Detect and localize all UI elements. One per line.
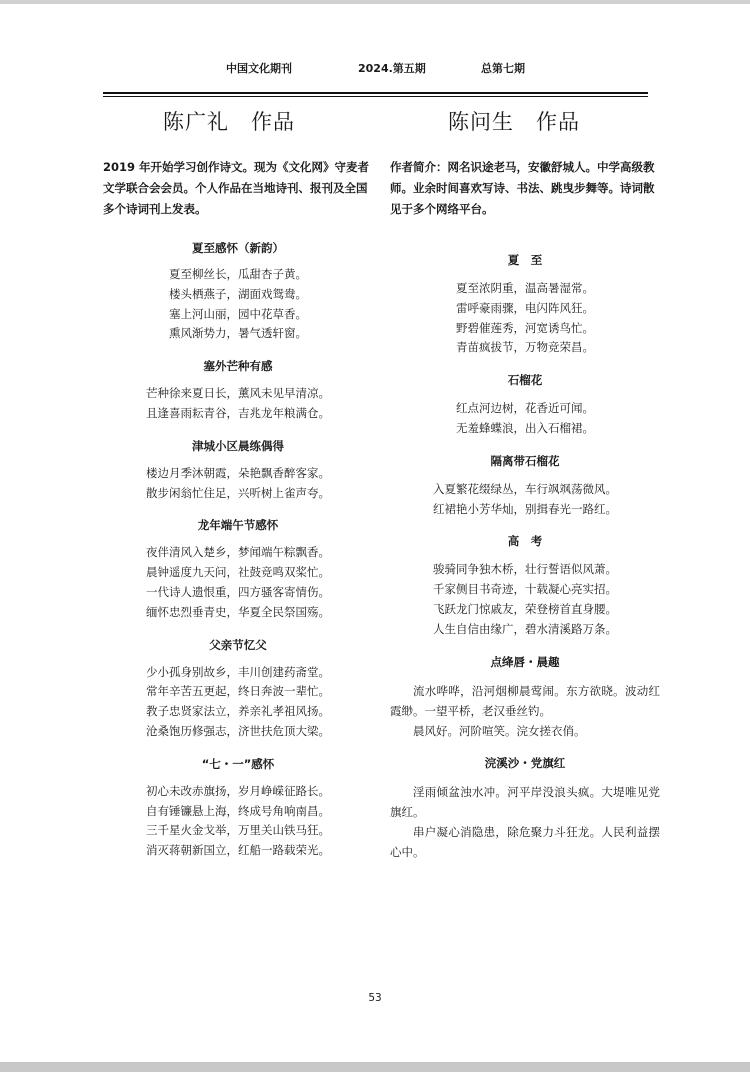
poem-line: 缅怀忠烈垂青史，华夏全民祭国殇。 <box>146 604 330 619</box>
poem-line: 楼边月季沐朝霞，朵艳飘香醉客家。 <box>146 465 330 480</box>
poem-title: 夏 至 <box>507 253 543 267</box>
poem-line: 红裙艳小芳华灿，别揖春光一路红。 <box>433 501 617 516</box>
poem-line: 楼头栖燕子，湖面戏鸳鸯。 <box>169 286 307 301</box>
poem-line: 雷呼豪雨骤，电闪阵风狂。 <box>456 300 594 315</box>
poem-title: 隔离带石榴花 <box>490 453 560 468</box>
poem-title: 龙年端午节感怀 <box>197 518 279 533</box>
ci-paragraph: 流水哗哗，沿河烟柳晨莺闹。东方欲晓。波动红霞缈。一望平桥，老汉垂丝钓。 <box>390 683 660 718</box>
poem-title: 津城小区晨练偶得 <box>192 438 284 453</box>
poem-line: 一代诗人遗恨重，四方骚客寄情伤。 <box>146 584 330 599</box>
ci-paragraph: 晨风好。河阶喧笑。浣女搓衣俏。 <box>413 723 586 738</box>
right-author-bio: 作者简介：网名识途老马，安徽舒城人。中学高级教师。业余时间喜欢写诗、书法、跳曳步舞等。诗词散见于多个网络平台。 <box>390 160 655 216</box>
right-column <box>390 157 660 862</box>
journal-name: 中国文化期刊 <box>226 62 292 75</box>
poem-line: 夏至浓阴重，温高暑湿常。 <box>456 281 594 295</box>
ci-paragraph: 串户凝心消隐患，除危聚力斗狂龙。人民利益摆心中。 <box>390 824 660 859</box>
poem-line: 无羞蜂蝶浪，出入石榴裙。 <box>456 420 594 435</box>
poem-line: 千家侧目书奇迹，十载凝心亮实招。 <box>433 582 617 597</box>
left-author-heading: 陈广礼 作品 <box>163 110 295 134</box>
poem-line: 芒种徐来夏日长，薰风未见早清凉。 <box>146 386 330 401</box>
issue-number: 2024.第五期 <box>358 62 426 75</box>
poem-line: 沧桑饱历修强志，济世扶危顶大梁。 <box>146 723 330 738</box>
poem-line: 教子忠贤家法立，养亲礼孝祖风扬。 <box>146 704 330 719</box>
ci-paragraph: 淫雨倾盆浊水冲。河平岸没浪头疯。大堤唯见党旗红。 <box>390 784 660 819</box>
header-rule-thin <box>103 96 648 97</box>
poem-line: 塞上河山丽，园中花草香。 <box>169 306 307 321</box>
poem-title: “七・一”感怀 <box>201 756 275 771</box>
poem-line: 红点河边树，花香近可闻。 <box>456 401 594 416</box>
bottom-edge <box>0 1062 750 1072</box>
poem-line: 骏骑同争独木桥，壮行誓语似风萧。 <box>433 562 617 577</box>
poem-line: 入夏繁花缀绿丛，车行飒飒荡微风。 <box>433 481 617 496</box>
poem-title: 石榴花 <box>507 373 543 388</box>
poem-line: 飞跃龙门惊戚友，荣登榜首直身腰。 <box>433 601 617 616</box>
poem-line: 青苗疯拔节，万物竞荣昌。 <box>456 340 594 355</box>
poem-line: 且逢喜雨耘青谷，吉兆龙年粮满仓。 <box>146 405 330 420</box>
total-issue: 总第七期 <box>481 62 525 75</box>
poem-line: 三千星火金戈举，万里关山铁马狂。 <box>146 823 330 838</box>
poem-line: 少小孤身别故乡，丰川创建药斋堂。 <box>146 664 330 679</box>
poem-line: 人生自信由缘广，碧水清溪路万条。 <box>433 621 617 636</box>
poem-line: 晨钟遥度九天问，社鼓竞鸣双桨忙。 <box>146 565 330 580</box>
poem-title: 高 考 <box>507 534 543 549</box>
journal-page <box>0 4 750 1062</box>
poem-title: 夏至感怀（新韵） <box>192 241 284 255</box>
left-column <box>103 157 373 861</box>
poem-line: 自有锤镰悬上海，终成号角响南昌。 <box>146 803 330 818</box>
ci-title: 浣溪沙・党旗红 <box>484 755 566 770</box>
page-number: 53 <box>368 992 382 1004</box>
ci-title: 点绛唇・晨趣 <box>490 654 560 669</box>
poem-line: 野碧催莲秀，河宽诱鸟忙。 <box>456 320 594 335</box>
poem-line: 夜伴清风入楚乡，梦闻端午粽飘香。 <box>146 545 330 560</box>
poem-line: 初心未改赤旗扬，岁月峥嵘征路长。 <box>146 783 330 798</box>
poem-title: 塞外芒种有感 <box>203 359 273 374</box>
poem-line: 常年辛苦五更起，终日奔波一辈忙。 <box>146 684 330 699</box>
header-rule <box>103 92 648 94</box>
poem-title: 父亲节忆父 <box>209 637 267 652</box>
poem-line: 夏至柳丝长，瓜甜杏子黄。 <box>169 267 307 281</box>
poem-line: 消灭蒋朝新国立，红船一路载荣光。 <box>146 843 330 858</box>
left-author-bio: 2019 年开始学习创作诗文。现为《文化网》守麦者文学联合会会员。个人作品在当地诗刊、报刊及全国多个诗词刊上发表。 <box>103 160 370 216</box>
poem-line: 散步闲翁忙住足，兴听树上雀声夸。 <box>146 485 330 500</box>
poem-line: 熏风渐势力，暑气透轩窗。 <box>169 326 307 341</box>
right-author-heading: 陈问生 作品 <box>448 110 580 134</box>
